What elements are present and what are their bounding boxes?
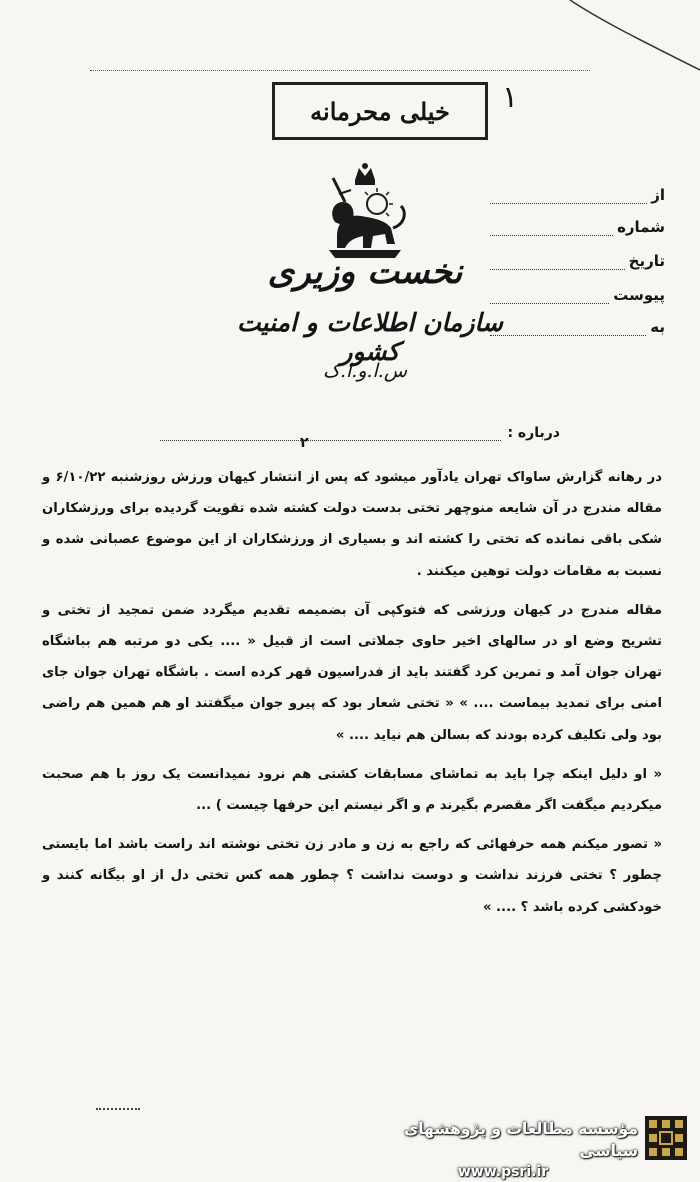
office-title: نخست وزیری (267, 252, 463, 292)
body-paragraph: در رهانه گزارش ساواک تهران یادآور میشود که پس از انتشار کیهان ورزش روزشنبه ۶/۱۰/۲۲ و مقاله مندرج در آن شایعه منوچهر تختی بدست دولت کشته شده تقویت گردیده برای ورزشکاران شکی باقی نمانده که تختی را کشته اند و بسیاری از ورزشکاران از این موضوع عصبانی شده و نسبت به مقامات دولت توهین میکنند . (42, 470, 663, 579)
report-body (42, 462, 662, 931)
meta-label-from: از (651, 186, 665, 204)
meta-field-number (490, 210, 665, 236)
meta-line-from (490, 191, 647, 204)
page-number: ۱ (502, 80, 519, 115)
meta-line-number (490, 223, 613, 236)
top-margin-line (90, 70, 590, 71)
body-paragraph: « تصور میکنم همه حرفهائی که راجع به زن و مادر زن تختی نوشته اند راست باشد اما بایستی چطور ؟ تختی فرزند نداشت و دوست نداشت ؟ چطور همه کس تختی دل از او بیگانه کنند و خودکشی کرده باشد ؟ .... » (42, 837, 662, 915)
subject-field (160, 425, 560, 451)
watermark-name: مؤسسه مطالعات و پژوهشهای سیاسی (404, 1120, 638, 1160)
meta-label-date: تاریخ (628, 252, 665, 270)
bottom-dotted-mark (96, 1108, 140, 1110)
watermark (368, 1118, 638, 1182)
agency-code: س.ا.و.ا.ک (322, 360, 408, 382)
body-paragraph: مقاله مندرج در کیهان ورزشی که فتوکپی آن بضمیمه تقدیم میگردد ضمن تمجید از تختی و تشریح وضع او در سالهای اخیر حاوی جملاتی است از قبیل « .... یکی دو مرتبه هم بباشگاه تهران جوان آمد و تمرین کرد گفتند باید از فدراسیون قهر کرده است . باشگاه تهران جوان جای امنی برای تمدید بیماست .... » « تختی شعار بود که پیرو جوان میگفتند او هم همین هم راضی بود ولی تکلیف کرده بودند که بسالن هم نیاید .... » (42, 602, 662, 743)
meta-line-attachment (490, 291, 609, 304)
body-paragraph: « او دلیل اینکه چرا باید به تماشای مسابقات کشتی هم نرود نمیدانست یک روز با هم صحبت میکردیم میگفت اگر مقصرم بگیرند م و اگر نیستم این حرفها چیست ) ... (42, 766, 662, 814)
meta-line-date (490, 257, 625, 270)
subject-value: ۲ (300, 435, 309, 451)
meta-label-attachment: پیوست (613, 286, 665, 304)
meta-field-attachment (490, 278, 665, 304)
meta-label-to: به (650, 318, 665, 336)
meta-line-to (490, 323, 646, 336)
meta-field-from (490, 178, 665, 204)
agency-name: سازمان اطلاعات و امنیت کشور (237, 308, 503, 366)
classification-stamp: خیلی محرمانه (272, 82, 488, 140)
page-fold-curve (560, 0, 700, 90)
meta-field-date (490, 244, 665, 270)
subject-label: درباره : (507, 425, 560, 441)
subject-line (160, 431, 501, 451)
meta-label-number: شماره (617, 218, 665, 236)
watermark-url: www.psri.ir (457, 1164, 549, 1180)
meta-field-to (490, 310, 665, 336)
psri-logo-icon (645, 1116, 687, 1160)
